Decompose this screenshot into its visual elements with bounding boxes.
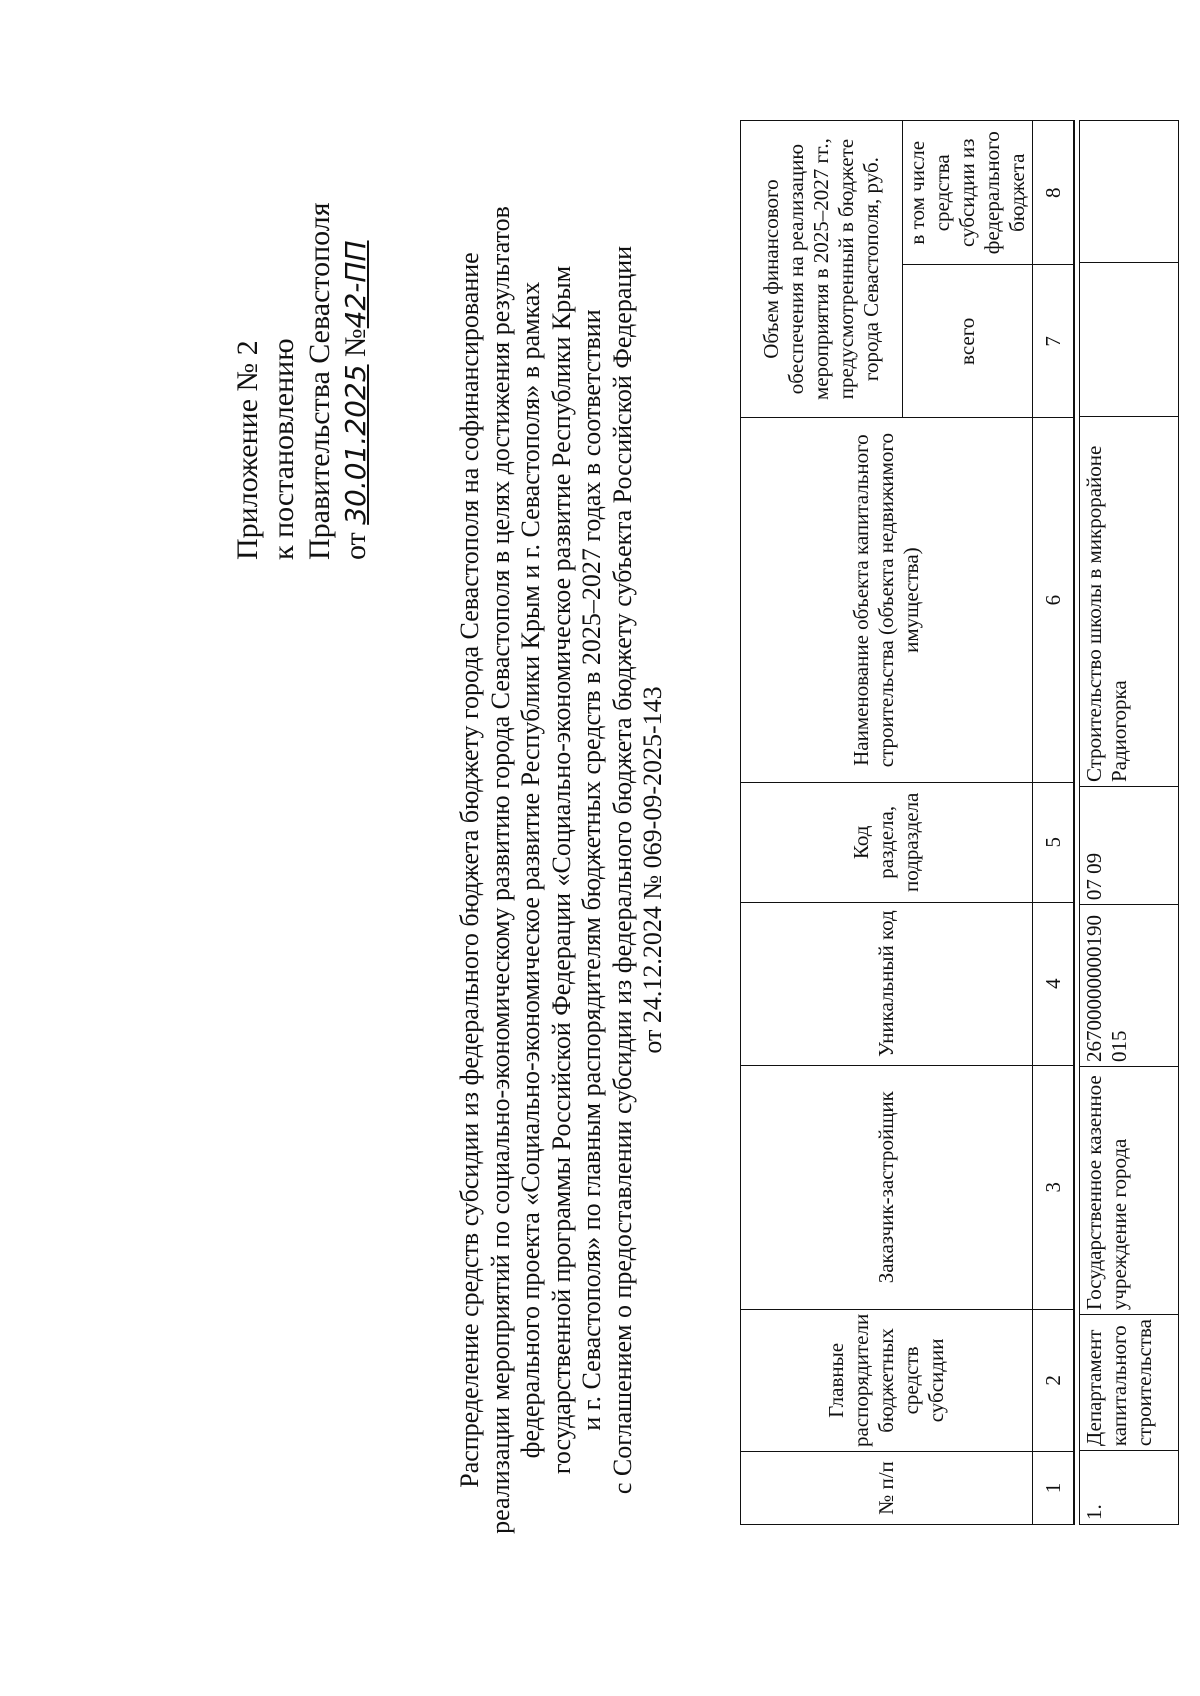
header-total: всего [903, 265, 1033, 418]
distribution-table [740, 120, 1179, 1525]
header-number: № п/п [741, 1451, 1033, 1524]
row-customer: Государственное казенное учреждение города [1080, 1067, 1179, 1315]
column-number: 3 [1033, 1065, 1075, 1309]
header-federal-subsidy: в том числе средства субсидии из федерального бюджета [903, 121, 1033, 266]
row-total [1080, 263, 1179, 417]
government-name: Правительства Севастополя [303, 202, 336, 560]
row-section-code: 07 09 [1080, 787, 1179, 905]
handwritten-number: 42-ПП [339, 240, 372, 329]
table-header [740, 120, 1075, 1525]
appendix-number: Приложение № 2 [231, 340, 264, 560]
row-budget-manager: Департамент капитального строительства [1080, 1315, 1179, 1451]
column-number: 1 [1033, 1451, 1075, 1524]
header-object-name: Наименование объекта капитального строительства (объекта недвижимого имущества) [741, 418, 1033, 783]
title-line: федерального проекта «Социально-экономическое развитие Республики Крым и г. Севастополя» в рамках [516, 281, 545, 1459]
row-unique-code: 26700000000190015 [1080, 905, 1179, 1067]
document-title [455, 120, 669, 1620]
table-body [1079, 120, 1179, 1525]
column-number: 5 [1033, 783, 1075, 902]
date-number-line [338, 120, 374, 560]
approval-block [230, 120, 374, 560]
column-number: 8 [1033, 121, 1075, 266]
header-funding-group: Объем финансового обеспечения на реализацию мероприятия в 2025–2027 гг., предусмотренный в бюджете города Севастополя, руб. [741, 121, 903, 418]
title-line: с Соглашением о предоставлении субсидии из федерального бюджета бюджету субъекта Российской Федерации [607, 245, 637, 1495]
title-line: и г. Севастополя» по главным распорядителям бюджетных средств в 2025–2027 годах в соответствии [577, 309, 606, 1431]
title-line: Распределение средств субсидии из федерального бюджета бюджету города Севастополя на софинансирование [455, 252, 484, 1488]
title-line: государственной программы Российской Федерации «Социально-экономическое развитие Республики Крым [546, 265, 576, 1475]
date-prefix: от [339, 532, 372, 560]
column-number: 7 [1033, 265, 1075, 418]
header-customer: Заказчик-застройщик [741, 1065, 1033, 1309]
title-line: от 24.12.2024 № 069-09-2025-143 [638, 686, 667, 1054]
row-number: 1. [1080, 1451, 1179, 1525]
column-number: 4 [1033, 902, 1075, 1065]
number-sign: № [339, 328, 372, 357]
resolution-reference: к постановлению [267, 338, 300, 560]
table-row [1080, 121, 1179, 1525]
header-section-code: Код раздела, подраздела [741, 783, 1033, 902]
header-unique-code: Уникальный код [741, 902, 1033, 1065]
column-number: 2 [1033, 1309, 1075, 1451]
document-page [60, 120, 1156, 1620]
column-number: 6 [1033, 418, 1075, 783]
row-federal-subsidy [1080, 121, 1179, 263]
row-object-name: Строительство школы в микрорайоне Радиогорка [1080, 417, 1179, 787]
title-line: реализации мероприятий по социально-экономическому развитию города Севастополя в целях достижения результатов [485, 206, 515, 1534]
header-budget-managers: Главные распорядители бюджетных средств субсидии [741, 1309, 1033, 1451]
handwritten-date: 30.01.2025 [339, 364, 372, 525]
